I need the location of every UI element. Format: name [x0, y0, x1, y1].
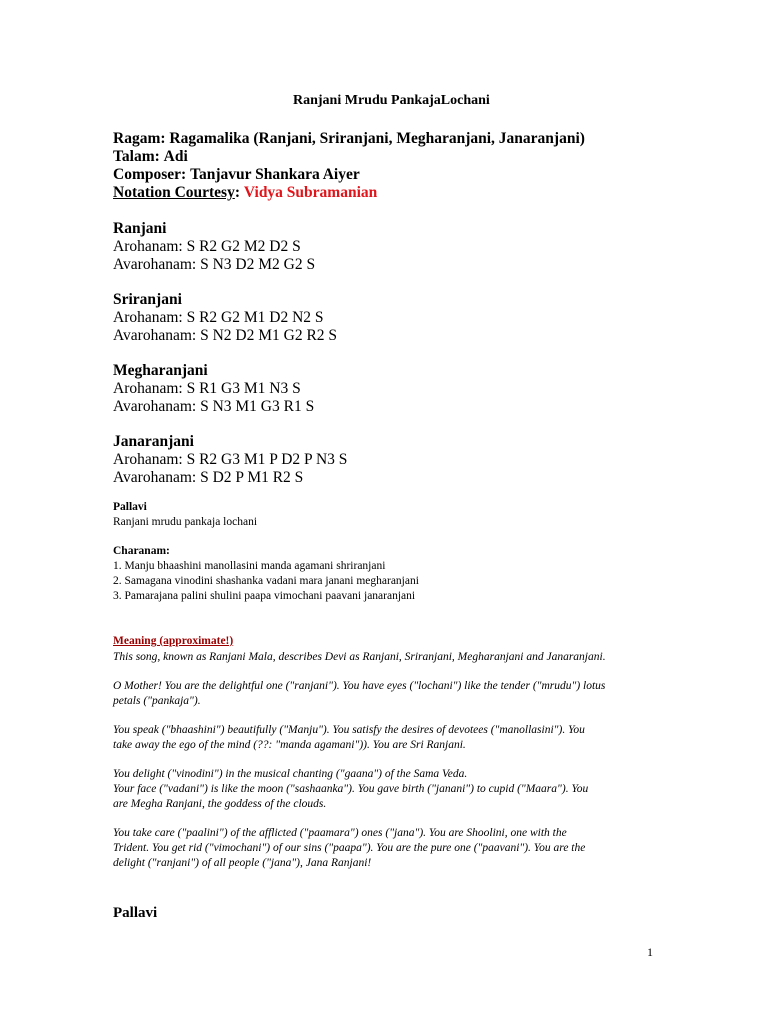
- charanam-line: 1. Manju bhaashini manollasini manda agamani shriranjani: [113, 560, 386, 572]
- courtesy-line: [113, 184, 377, 202]
- meaning-line: delight ("ranjani") of all people ("jana"), Jana Ranjani!: [113, 857, 372, 869]
- raga-avarohanam: Avarohanam: S D2 P M1 R2 S: [113, 469, 304, 486]
- meaning-line: You take care ("paalini") of the afflicted ("paamara") ones ("jana"). You are Shoolini, one with the: [113, 827, 567, 839]
- meaning-line: petals ("pankaja").: [113, 695, 201, 707]
- courtesy-colon: :: [234, 184, 241, 201]
- ragam-value: Ragamalika (Ranjani, Sriranjani, Megharanjani, Janaranjani): [169, 130, 585, 147]
- raga-name: Ranjani: [113, 220, 167, 237]
- raga-name: Janaranjani: [113, 433, 194, 450]
- meaning-line: Trident. You get rid ("vimochani") of our sins ("paapa"). You are the pure one ("paavani"). You are the: [113, 842, 586, 854]
- raga-name: Sriranjani: [113, 291, 182, 308]
- talam-label: Talam:: [113, 148, 160, 165]
- pallavi-heading: Pallavi: [113, 501, 147, 513]
- charanam-heading: Charanam:: [113, 545, 170, 557]
- ragam-label: Ragam:: [113, 130, 166, 147]
- meaning-line: You speak ("bhaashini") beautifully ("Manju"). You satisfy the desires of devotees ("manollasini"). You: [113, 724, 585, 736]
- raga-arohanam: Arohanam: S R2 G2 M1 D2 N2 S: [113, 309, 324, 326]
- meaning-line: take away the ego of the mind (??: "manda agamani")). You are Sri Ranjani.: [113, 739, 466, 751]
- raga-arohanam: Arohanam: S R2 G3 M1 P D2 P N3 S: [113, 451, 348, 468]
- page-number: 1: [647, 945, 653, 959]
- courtesy-value: Vidya Subramanian: [243, 184, 378, 201]
- charanam-line: 3. Pamarajana palini shulini paapa vimochani paavani janaranjani: [113, 590, 416, 602]
- raga-avarohanam: Avarohanam: S N3 D2 M2 G2 S: [113, 256, 316, 273]
- pallavi-text: Ranjani mrudu pankaja lochani: [113, 516, 258, 528]
- pallavi-section-heading: Pallavi: [113, 905, 158, 921]
- raga-arohanam: Arohanam: S R1 G3 M1 N3 S: [113, 380, 301, 397]
- meaning-line: are Megha Ranjani, the goddess of the clouds.: [113, 798, 327, 810]
- meaning-line: O Mother! You are the delightful one ("ranjani"). You have eyes ("lochani") like the tender ("mrudu") lotus: [113, 680, 606, 692]
- composer-label: Composer:: [113, 166, 187, 183]
- meaning-line: This song, known as Ranjani Mala, describes Devi as Ranjani, Sriranjani, Megharanjani and Janaranjani.: [113, 651, 606, 663]
- meaning-heading: Meaning (approximate!): [113, 635, 234, 647]
- charanam-line: 2. Samagana vinodini shashanka vadani mara janani megharanjani: [113, 575, 419, 587]
- talam-value: Adi: [163, 148, 188, 165]
- composer-value: Tanjavur Shankara Aiyer: [190, 166, 360, 183]
- ragam-line: [113, 130, 585, 148]
- talam-line: [113, 148, 188, 166]
- composer-line: [113, 166, 360, 184]
- courtesy-label: Notation Courtesy: [113, 184, 235, 201]
- raga-avarohanam: Avarohanam: S N3 M1 G3 R1 S: [113, 398, 315, 415]
- page-title: Ranjani Mrudu PankajaLochani: [293, 93, 490, 108]
- raga-arohanam: Arohanam: S R2 G2 M2 D2 S: [113, 238, 301, 255]
- meaning-line: Your face ("vadani") is like the moon ("sashaanka"). You gave birth ("janani") to cupid ("Maara"). You: [113, 783, 589, 795]
- meaning-line: You delight ("vinodini") in the musical chanting ("gaana") of the Sama Veda.: [113, 768, 468, 780]
- raga-avarohanam: Avarohanam: S N2 D2 M1 G2 R2 S: [113, 327, 338, 344]
- raga-name: Megharanjani: [113, 362, 208, 379]
